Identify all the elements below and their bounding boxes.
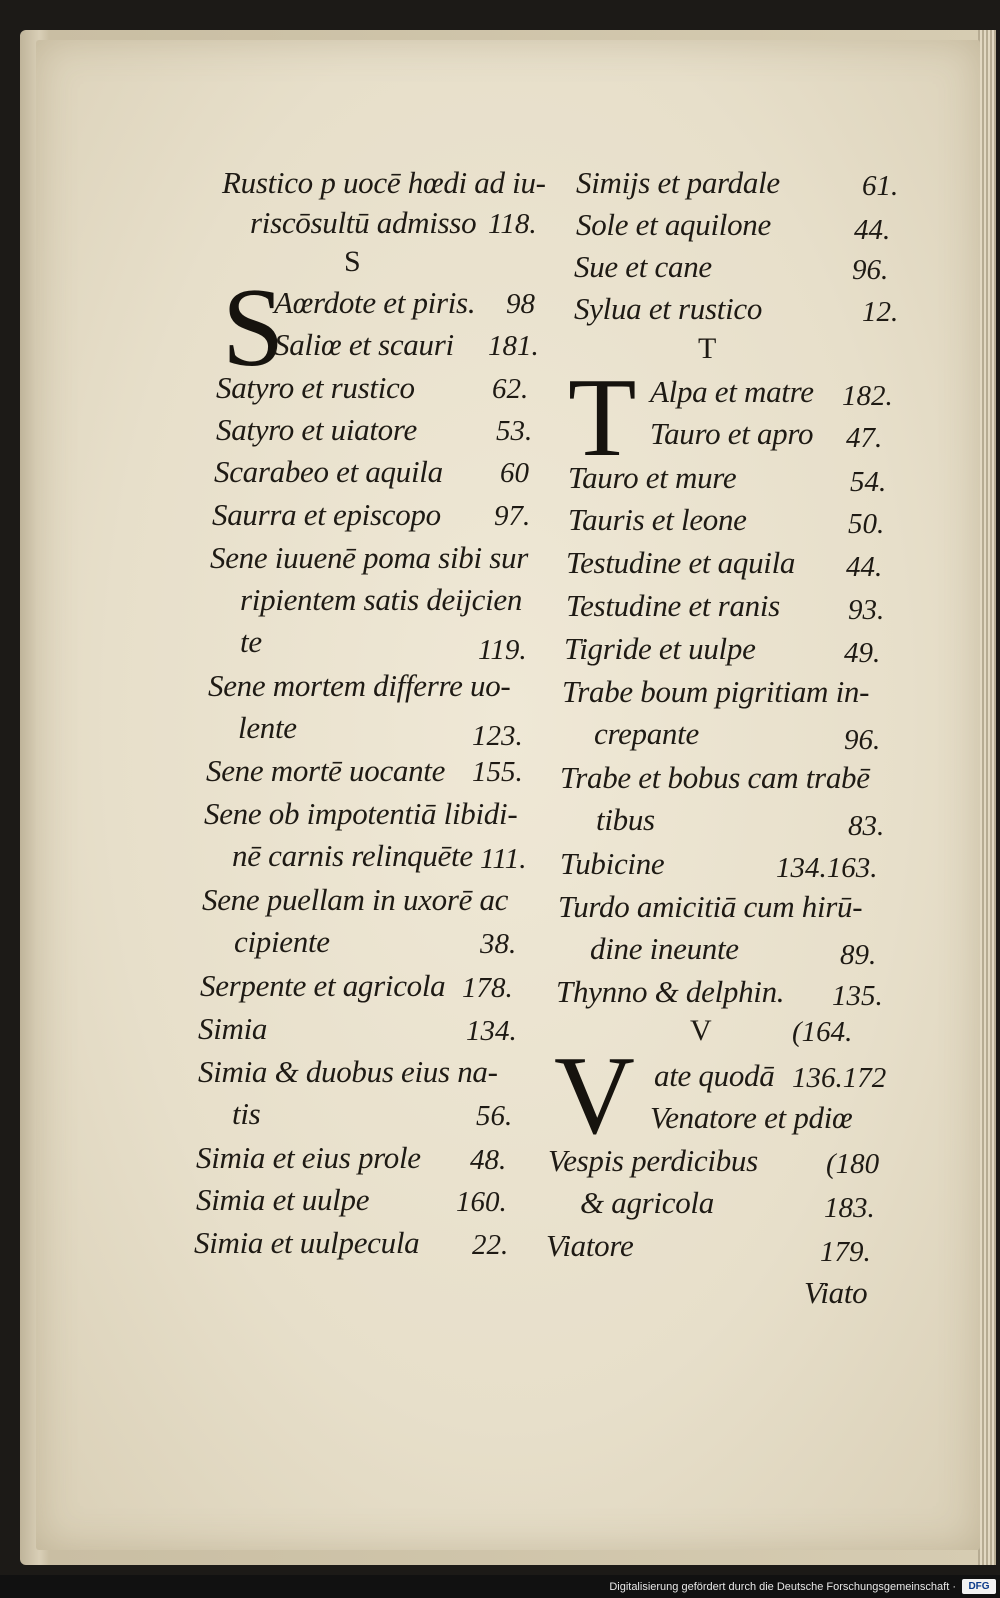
entry: Trabe boum pigritiam in- <box>562 674 870 709</box>
entry: Alpa et matre <box>650 374 814 409</box>
initial-letter: T <box>568 356 637 480</box>
entry: Simijs et pardale <box>576 165 780 200</box>
entry-number: 50. <box>848 508 885 540</box>
initial-letter: S <box>222 266 285 390</box>
entry: lente <box>238 710 297 745</box>
entry-number: 123. <box>472 720 523 752</box>
entry-number: 49. <box>844 637 881 669</box>
entry: Tigride et uulpe <box>564 631 756 666</box>
entry-number: 155. <box>472 756 523 788</box>
entry-number: 60 <box>500 457 529 489</box>
entry-number: 183. <box>824 1192 875 1224</box>
entry-number: (180 <box>826 1148 880 1180</box>
entry-number: 111. <box>480 843 527 875</box>
entry-number: 96. <box>852 254 889 286</box>
entry-number: 44. <box>846 551 883 583</box>
page <box>36 40 980 1550</box>
entry-number: 93. <box>848 594 885 626</box>
footer-bar <box>0 1575 1000 1598</box>
entry-number: 118. <box>488 208 537 240</box>
entry: tibus <box>596 802 655 837</box>
entry-number: 83. <box>848 810 885 842</box>
entry: Scarabeo et aquila <box>214 454 443 489</box>
entry-number: 38. <box>480 928 517 960</box>
entry-number: 53. <box>496 415 533 447</box>
entry-number: 61. <box>862 170 899 202</box>
entry-number: 136.172 <box>792 1062 887 1094</box>
entry: Tubicine <box>560 846 665 881</box>
entry: Sue et cane <box>574 249 712 284</box>
entry: Sene puellam in uxorē ac <box>202 882 509 917</box>
initial-letter: V <box>554 1034 635 1158</box>
entry: Viatore <box>546 1228 634 1263</box>
section-heading: T <box>698 332 717 365</box>
section-heading: S <box>344 245 361 278</box>
entry: cipiente <box>234 924 330 959</box>
entry: Sene mortē uocante <box>206 753 446 788</box>
entry: & agricola <box>580 1185 714 1220</box>
entry: Thynno & delphin. <box>556 974 785 1009</box>
entry: Sene ob impotentiā libidi- <box>204 796 518 831</box>
entry-number: 179. <box>820 1236 871 1268</box>
entry: Serpente et agricola <box>200 968 446 1003</box>
entry: crepante <box>594 716 699 751</box>
entry: Simia & duobus eius na- <box>198 1054 498 1089</box>
entry: Satyro et rustico <box>216 370 415 405</box>
entry-number: 160. <box>456 1186 507 1218</box>
entry: Satyro et uiatore <box>216 412 417 447</box>
dfg-logo: DFG <box>962 1579 996 1594</box>
entry: ate quodā <box>654 1058 775 1093</box>
entry: Simia et eius prole <box>196 1140 421 1175</box>
entry-number: (164. <box>792 1016 853 1048</box>
entry-number: 135. <box>832 980 883 1012</box>
entry-number: 181. <box>488 330 539 362</box>
entry: nē carnis relinquēte <box>232 838 473 873</box>
entry: ripientem satis deijcien <box>240 582 523 617</box>
entry: Aœrdote et piris. <box>274 285 476 320</box>
entry: Saurra et episcopo <box>212 497 441 532</box>
entry: Tauro et apro <box>650 416 814 451</box>
catchword: Viato <box>804 1275 868 1310</box>
entry-number: 119. <box>478 634 527 666</box>
entry-number: 62. <box>492 373 529 405</box>
entry-number: 54. <box>850 466 887 498</box>
entry-number: 12. <box>862 296 899 328</box>
entry-number: 56. <box>476 1100 513 1132</box>
entry: dine ineunte <box>590 931 739 966</box>
entry-number: 178. <box>462 972 513 1004</box>
entry: Tauris et leone <box>568 502 747 537</box>
entry: Sene mortem differre uo- <box>208 668 511 703</box>
entry-number: 134.163. <box>776 852 878 884</box>
entry: Sene iuuenē poma sibi sur <box>210 540 528 575</box>
entry: Saliœ et scauri <box>274 327 454 362</box>
entry: Turdo amicitiā cum hirū- <box>558 889 863 924</box>
entry-number: 96. <box>844 724 881 756</box>
entry: Rustico p uocē hœdi ad iu- <box>222 165 546 200</box>
entry-number: 98 <box>506 288 535 320</box>
entry: Simia <box>198 1011 268 1046</box>
entry-number: 89. <box>840 939 877 971</box>
entry: te <box>240 624 262 659</box>
entry: Tauro et mure <box>568 460 737 495</box>
section-heading: V <box>690 1014 712 1047</box>
entry: Venatore et pdiœ <box>650 1100 853 1135</box>
entry: Simia et uulpecula <box>194 1225 420 1260</box>
entry: tis <box>232 1096 261 1131</box>
entry-number: 97. <box>494 500 531 532</box>
entry: Vespis perdicibus <box>548 1143 758 1178</box>
entry-number: 182. <box>842 380 893 412</box>
entry: Sole et aquilone <box>576 207 771 242</box>
entry: Trabe et bobus cam trabē <box>560 760 870 795</box>
entry: riscōsultū admisso <box>250 205 477 240</box>
entry-number: 47. <box>846 422 883 454</box>
footer-credit: Digitalisierung gefördert durch die Deutsche Forschungsgemeinschaft · <box>609 1581 956 1593</box>
entry-number: 48. <box>470 1144 507 1176</box>
page-stack-edge <box>978 30 996 1565</box>
entry: Testudine et ranis <box>566 588 780 623</box>
entry-number: 134. <box>466 1015 517 1047</box>
entry: Simia et uulpe <box>196 1182 370 1217</box>
entry-number: 44. <box>854 214 891 246</box>
entry: Sylua et rustico <box>574 291 763 326</box>
entry: Testudine et aquila <box>566 545 796 580</box>
entry-number: 22. <box>472 1229 509 1261</box>
